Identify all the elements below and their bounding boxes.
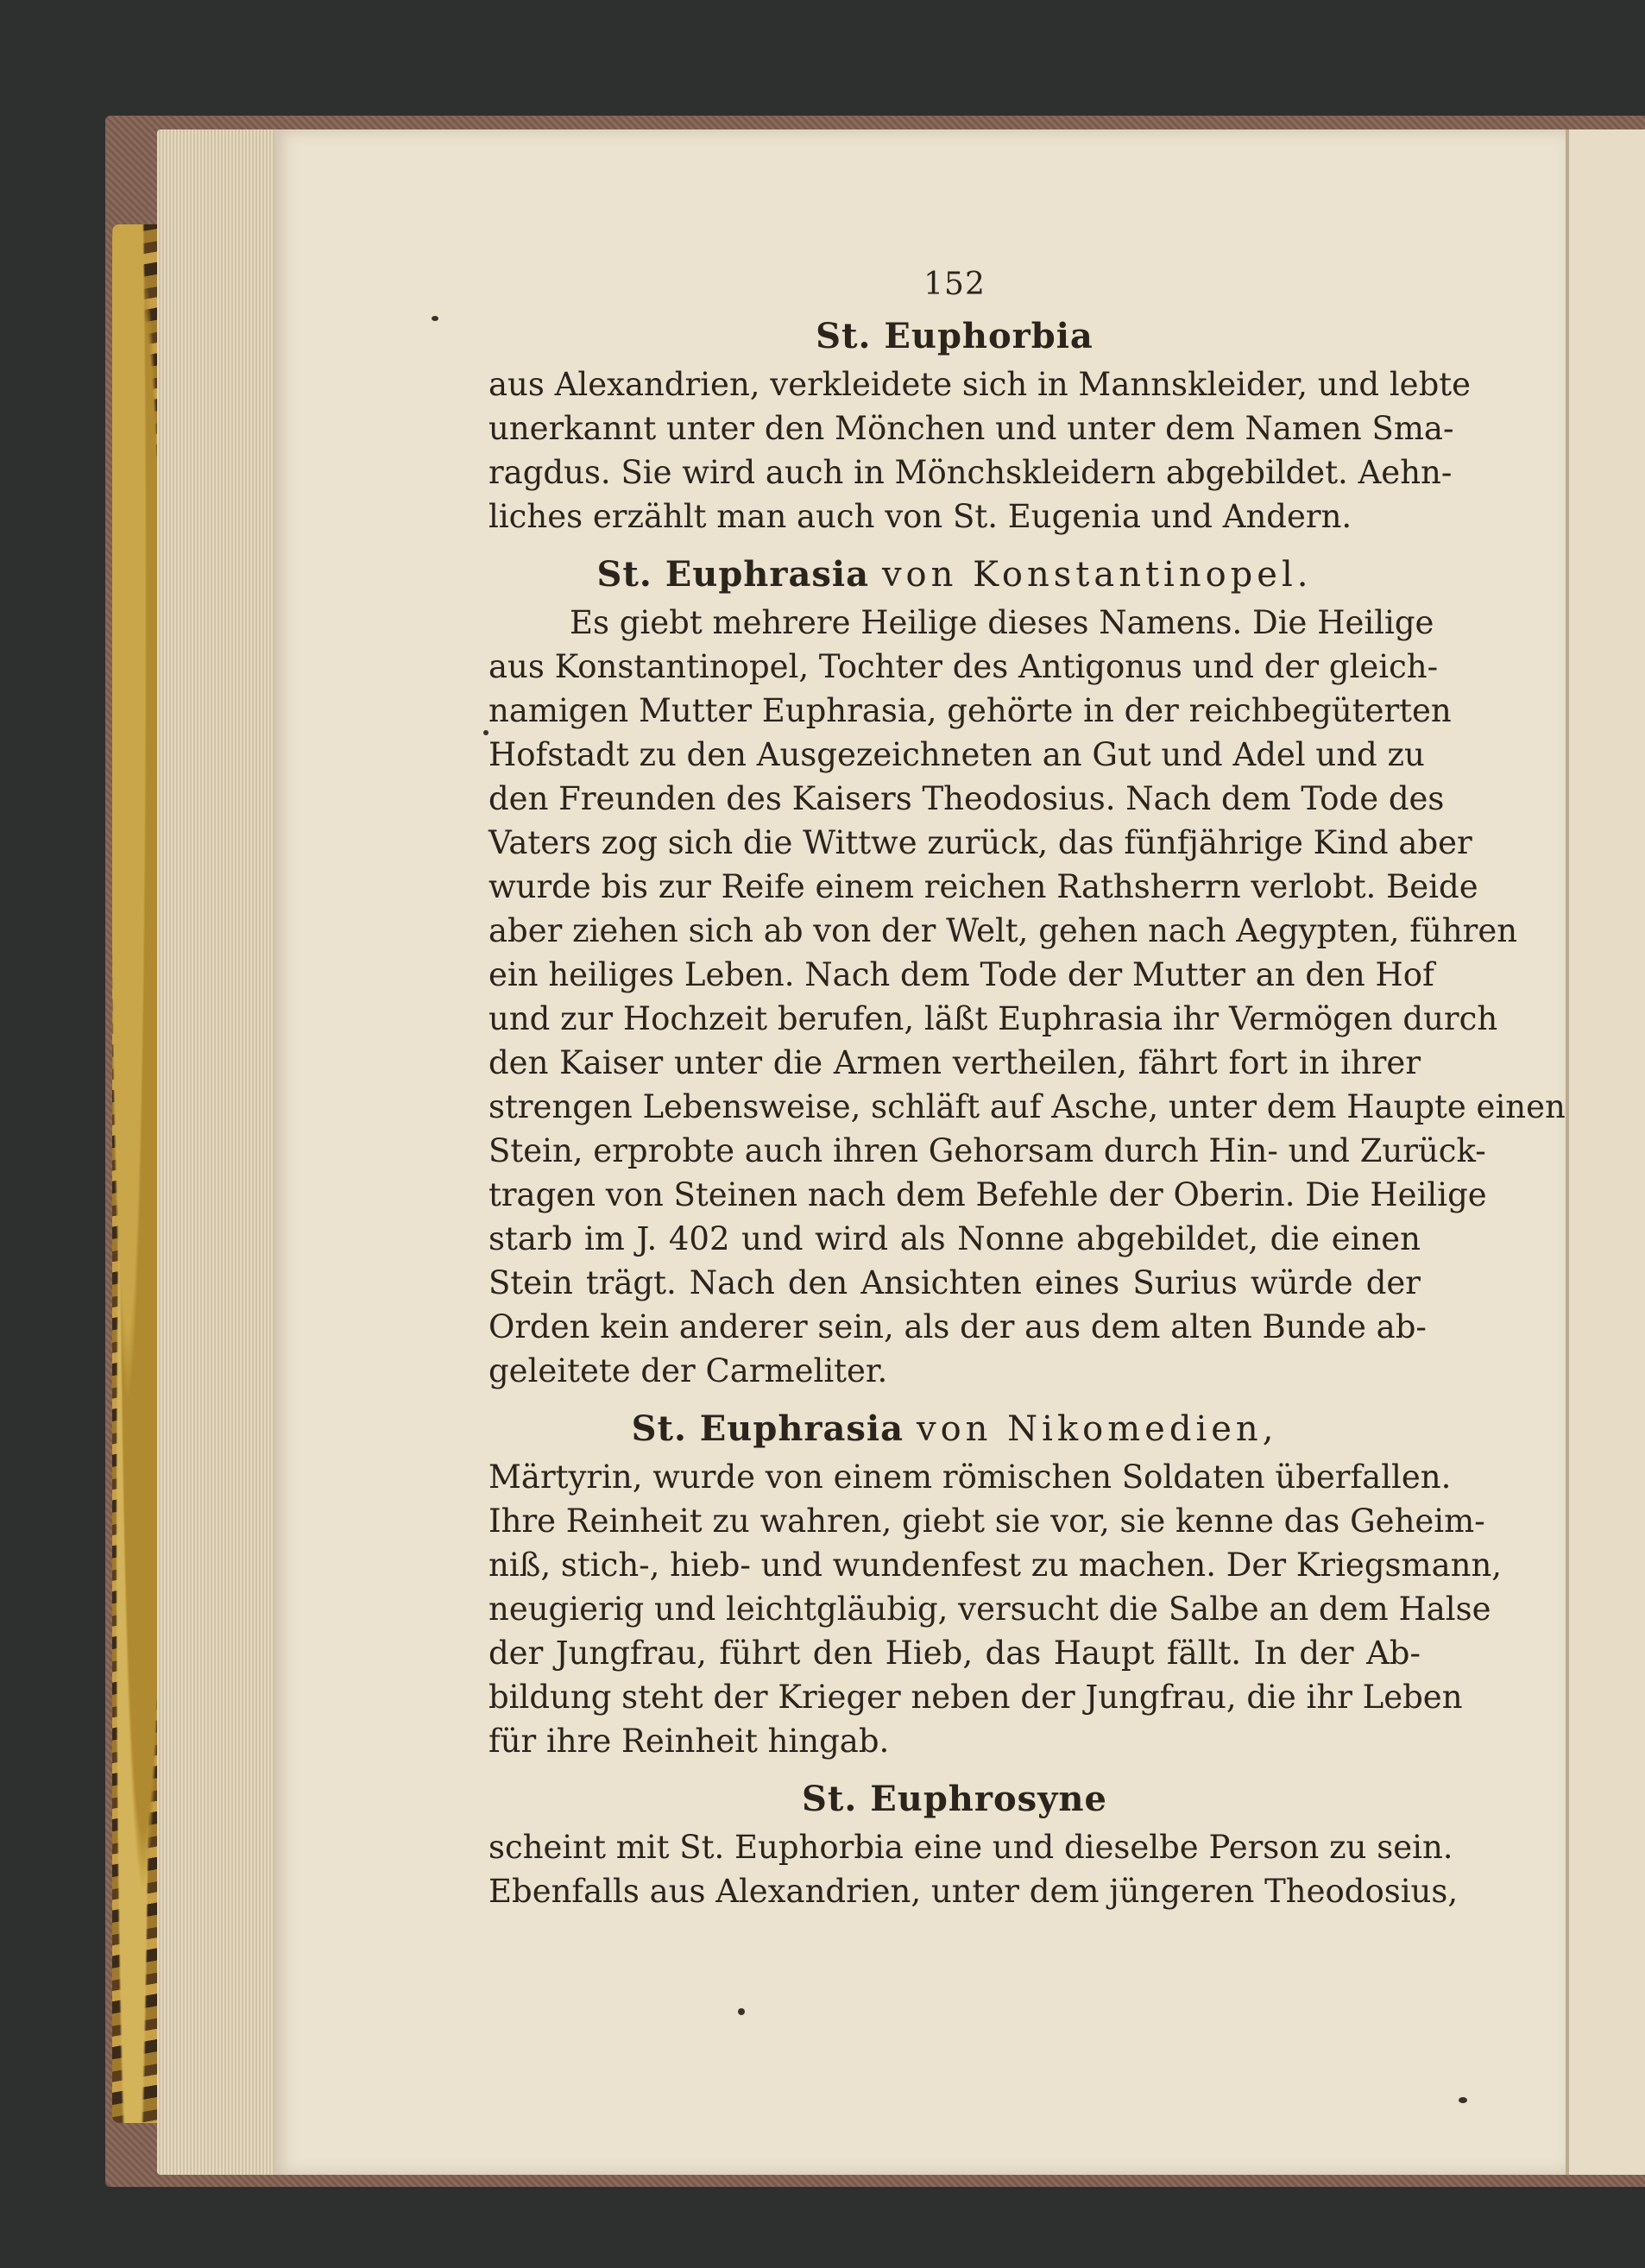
text-line: Orden kein anderer sein, als der aus dem alten Bunde ab- [488, 1308, 1427, 1345]
text-line: Stein, erprobte auch ihren Gehorsam durch Hin- und Zurück- [488, 1132, 1486, 1169]
text-line: Stein trägt. Nach den Ansichten eines Surius würde der [488, 1264, 1421, 1301]
entry-heading: St. Euphorbia [816, 316, 1094, 356]
text-line: bildung steht der Krieger neben der Jungfrau, die ihr Leben [488, 1679, 1463, 1716]
paper-speck [432, 316, 438, 321]
text-line: neugierig und leichtgläubig, versucht die Salbe an dem Halse [488, 1591, 1491, 1628]
marbled-page-edge [112, 224, 164, 2123]
text-line: scheint mit St. Euphorbia eine und dieselbe Person zu sein. [488, 1829, 1453, 1866]
text-line: aber ziehen sich ab von der Welt, gehen nach Aegypten, führen [488, 912, 1518, 949]
text-line: den Freunden des Kaisers Theodosius. Nach dem Tode des [488, 780, 1445, 817]
entry-heading [488, 549, 1421, 601]
text-line: Vaters zog sich die Wittwe zurück, das fünfjährige Kind aber [488, 824, 1472, 861]
entry-heading [488, 1403, 1421, 1455]
text-line: Ihre Reinheit zu wahren, giebt sie vor, sie kenne das Geheim- [488, 1503, 1485, 1540]
text-line: unerkannt unter den Mönchen und unter dem Namen Sma- [488, 410, 1454, 447]
text-line: niß, stich-, hieb- und wundenfest zu machen. Der Kriegsmann, [488, 1547, 1503, 1584]
paper-speck [1459, 2097, 1467, 2103]
text-line: der Jungfrau, führt den Hieb, das Haupt fällt. In der Ab- [488, 1635, 1421, 1672]
text-line: ragdus. Sie wird auch in Mönchskleidern abgebildet. Aehn- [488, 454, 1453, 491]
entry-heading-place: von Nikomedien, [916, 1409, 1278, 1449]
entry-heading-name: St. Euphrasia [596, 554, 869, 595]
text-line: für ihre Reinheit hingab. [488, 1723, 890, 1760]
text-line: Es giebt mehrere Heilige dieses Namens. Die Heilige [570, 604, 1434, 641]
text-line: namigen Mutter Euphrasia, gehörte in der reichbegüterten [488, 692, 1452, 729]
text-line: und zur Hochzeit berufen, läßt Euphrasia ihr Vermögen durch [488, 1000, 1498, 1037]
text-line: den Kaiser unter die Armen vertheilen, fährt fort in ihrer [488, 1044, 1421, 1081]
text-line: geleitete der Carmeliter. [488, 1352, 888, 1389]
text-line: strengen Lebensweise, schläft auf Asche, unter dem Haupte einen [488, 1088, 1566, 1125]
text-line: Märtyrin, wurde von einem römischen Soldaten überfallen. [488, 1458, 1452, 1496]
text-line: aus Konstantinopel, Tochter des Antigonus und der gleich- [488, 648, 1439, 685]
text-line: liches erzählt man auch von St. Eugenia und Andern. [488, 498, 1352, 535]
facing-page-edge [1566, 129, 1645, 2175]
text-line: ein heiliges Leben. Nach dem Tode der Mutter an den Hof [488, 956, 1434, 993]
text-line: wurde bis zur Reife einem reichen Rathsherrn verlobt. Beide [488, 868, 1478, 905]
text-line: tragen von Steinen nach dem Befehle der Oberin. Die Heilige [488, 1176, 1487, 1213]
text-line: Hofstadt zu den Ausgezeichneten an Gut und Adel und zu [488, 736, 1425, 773]
text-line: starb im J. 402 und wird als Nonne abgebildet, die einen [488, 1220, 1421, 1257]
entry-heading: St. Euphrosyne [802, 1779, 1107, 1819]
entry-heading-name: St. Euphrasia [631, 1408, 904, 1449]
entry-heading-place: von Konstantinopel. [881, 555, 1313, 595]
paper-speck [738, 2008, 745, 2015]
page-number: 152 [923, 267, 986, 302]
text-line: Ebenfalls aus Alexandrien, unter dem jüngeren Theodosius, [488, 1873, 1459, 1910]
text-line: aus Alexandrien, verkleidete sich in Mannskleider, und lebte [488, 366, 1472, 403]
page-text [488, 259, 1566, 1913]
